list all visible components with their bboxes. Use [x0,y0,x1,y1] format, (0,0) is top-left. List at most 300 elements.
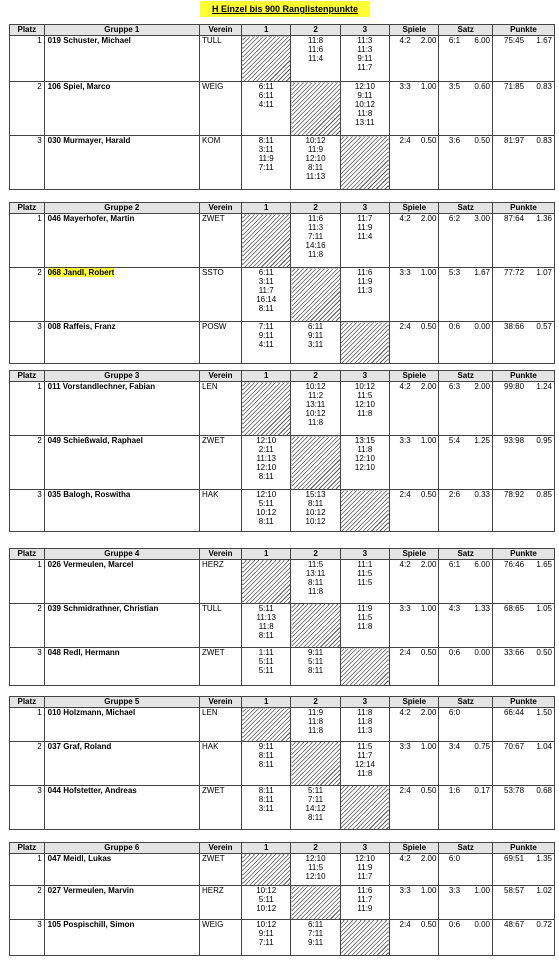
header-match-3: 3 [340,203,389,214]
header-match-2: 2 [291,549,340,560]
match-1-cell [242,136,291,190]
punkte-cell: 87:64 [492,214,526,268]
spiele-quotient-cell: 1.00 [413,886,439,920]
group-title: Gruppe 2 [44,203,199,214]
punkte-quotient-cell: 0.83 [526,136,554,190]
set-score: 11:3 [308,223,324,232]
spiele-cell: 2:4 [390,648,413,686]
satz-quotient-cell: 0.00 [462,648,492,686]
set-score: 9:11 [308,331,324,340]
set-score: 4:11 [258,340,274,349]
player-row [10,604,555,648]
group-table [9,202,555,364]
set-score: 3:11 [308,340,324,349]
match-1-cell [242,742,291,786]
group-title: Gruppe 4 [44,549,199,560]
satz-cell: 5:4 [439,436,462,490]
player-name: 047 Meidl, Lukas [47,854,112,863]
punkte-quotient-cell: 0.72 [526,920,554,956]
set-score: 12:10 [354,454,375,463]
set-score: 12:10 [256,463,277,472]
punkte-cell: 99:80 [492,382,526,436]
set-score: 11:9 [357,277,373,286]
set-score: 9:11 [258,331,274,340]
set-score: 11:5 [308,560,324,569]
set-score: 10:12 [256,904,277,913]
verein-cell: ZWET [200,854,242,886]
header-satz: Satz [439,697,493,708]
spiele-quotient-cell: 2.00 [413,214,439,268]
set-score: 12:10 [354,854,375,863]
match-2-cell [291,854,340,886]
satz-quotient-cell: 0.50 [462,136,492,190]
set-score: 7:11 [258,163,274,172]
punkte-quotient-cell: 1.65 [526,560,554,604]
header-verein: Verein [200,697,242,708]
platz-cell: 1 [10,214,45,268]
match-2-cell [291,648,340,686]
satz-cell: 0:6 [439,920,462,956]
player-name-cell [44,886,199,920]
header-match-1: 1 [242,203,291,214]
header-punkte: Punkte [492,697,554,708]
header-match-3: 3 [340,371,389,382]
set-score: 14:12 [305,804,326,813]
set-score: 3:11 [258,145,274,154]
spiele-cell: 4:2 [390,382,413,436]
set-score: 11:5 [357,569,373,578]
set-score: 8:11 [308,813,324,822]
match-1-cell [242,82,291,136]
punkte-cell: 70:67 [492,742,526,786]
set-score: 11:8 [357,622,373,631]
verein-cell: WEIG [200,920,242,956]
player-row [10,560,555,604]
set-score: 6:11 [308,322,324,331]
set-score: 6:11 [258,91,274,100]
header-platz: Platz [10,697,45,708]
satz-cell: 3:3 [439,886,462,920]
set-score: 12:10 [354,400,375,409]
satz-quotient-cell: 1.67 [462,268,492,322]
header-platz: Platz [10,549,45,560]
spiele-quotient-cell: 0.50 [413,920,439,956]
player-row [10,490,555,532]
set-score: 11:8 [357,109,373,118]
player-name-cell [44,382,199,436]
self-match-hatched-cell [242,560,291,604]
spiele-cell: 2:4 [390,786,413,830]
satz-cell: 6:1 [439,560,462,604]
punkte-quotient-cell: 1.36 [526,214,554,268]
spiele-quotient-cell: 0.50 [413,648,439,686]
set-score: 11:4 [357,232,373,241]
spiele-quotient-cell: 1.00 [413,268,439,322]
verein-cell: ZWET [200,214,242,268]
satz-quotient-cell: 6.00 [462,560,492,604]
set-score: 5:11 [258,657,274,666]
set-score: 11:5 [308,863,324,872]
set-score: 10:12 [354,382,375,391]
set-score: 11:3 [357,286,373,295]
set-score: 6:11 [258,82,274,91]
group-header-row [10,203,555,214]
player-name: 044 Hofstetter, Andreas [47,786,137,795]
set-score: 11:7 [357,63,373,72]
player-name-cell [44,82,199,136]
group-header-row [10,697,555,708]
punkte-cell: 77:72 [492,268,526,322]
spiele-quotient-cell: 0.50 [413,786,439,830]
punkte-cell: 78:92 [492,490,526,532]
player-name: 008 Raffeis, Franz [47,322,116,331]
match-3-cell [340,604,389,648]
punkte-quotient-cell: 1.67 [526,36,554,82]
set-score: 11:8 [308,726,324,735]
player-row [10,436,555,490]
player-name: 106 Spiel, Marco [47,82,111,91]
punkte-quotient-cell: 0.57 [526,322,554,364]
punkte-quotient-cell: 0.50 [526,648,554,686]
header-match-2: 2 [291,697,340,708]
punkte-cell: 93:98 [492,436,526,490]
spiele-quotient-cell: 2.00 [413,854,439,886]
player-row [10,742,555,786]
group-title: Gruppe 6 [44,843,199,854]
set-score: 11:8 [308,250,324,259]
punkte-cell: 71:85 [492,82,526,136]
match-1-cell [242,436,291,490]
satz-cell: 3:4 [439,742,462,786]
player-name-cell [44,854,199,886]
header-platz: Platz [10,203,45,214]
set-score: 11:3 [357,45,373,54]
spiele-cell: 2:4 [390,920,413,956]
set-score: 11:9 [357,904,373,913]
set-score: 3:11 [258,277,274,286]
set-score: 11:8 [308,587,324,596]
spiele-cell: 4:2 [390,854,413,886]
spiele-quotient-cell: 1.00 [413,742,439,786]
set-score: 7:11 [308,795,324,804]
set-score: 11:9 [258,154,274,163]
spiele-quotient-cell: 0.50 [413,322,439,364]
header-satz: Satz [439,25,493,36]
spiele-quotient-cell: 2.00 [413,708,439,742]
set-score: 5:11 [258,499,274,508]
self-match-hatched-cell [242,382,291,436]
player-name: 048 Redl, Hermann [47,648,120,657]
set-score: 8:11 [258,517,274,526]
satz-quotient-cell: 0.17 [462,786,492,830]
verein-cell: SSTO [200,268,242,322]
match-3-cell [340,708,389,742]
player-row [10,854,555,886]
match-2-cell [291,382,340,436]
spiele-cell: 4:2 [390,708,413,742]
set-score: 7:11 [258,938,274,947]
verein-cell: KOM [200,136,242,190]
set-score: 5:11 [258,604,274,613]
satz-quotient-cell: 2.00 [462,382,492,436]
set-score: 10:12 [305,136,326,145]
punkte-cell: 68:65 [492,604,526,648]
set-score: 11:7 [357,872,373,881]
spiele-quotient-cell: 1.00 [413,436,439,490]
player-name: 019 Schuster, Michael [47,36,131,45]
set-score: 8:11 [258,136,274,145]
set-score: 11:8 [308,418,324,427]
set-score: 10:12 [305,409,326,418]
satz-quotient-cell: 0.75 [462,742,492,786]
set-score: 10:12 [256,886,277,895]
set-score: 10:12 [305,382,326,391]
punkte-quotient-cell: 0.85 [526,490,554,532]
self-match-hatched-cell [291,268,340,322]
set-score: 6:11 [308,920,324,929]
set-score: 13:11 [305,569,326,578]
platz-cell: 1 [10,560,45,604]
set-score: 11:6 [357,268,373,277]
header-punkte: Punkte [492,549,554,560]
set-score: 9:11 [357,54,373,63]
header-spiele: Spiele [390,697,439,708]
set-score: 11:7 [258,286,274,295]
spiele-cell: 2:4 [390,136,413,190]
set-score: 11:2 [308,391,324,400]
spiele-cell: 3:3 [390,604,413,648]
player-row [10,322,555,364]
verein-cell: HAK [200,490,242,532]
player-name: 026 Vermeulen, Marcel [47,560,134,569]
self-match-hatched-cell [340,648,389,686]
set-score: 6:11 [258,268,274,277]
header-verein: Verein [200,549,242,560]
set-score: 8:11 [258,751,274,760]
satz-quotient-cell: 6.00 [462,36,492,82]
header-match-3: 3 [340,25,389,36]
match-3-cell [340,36,389,82]
set-score: 11:7 [357,214,373,223]
player-row [10,648,555,686]
platz-cell: 1 [10,708,45,742]
satz-quotient-cell: 0.00 [462,920,492,956]
self-match-hatched-cell [340,786,389,830]
set-score: 8:11 [258,472,274,481]
spiele-cell: 2:4 [390,322,413,364]
match-2-cell [291,560,340,604]
set-score: 12:14 [354,760,375,769]
match-2-cell [291,322,340,364]
player-name-cell [44,490,199,532]
group-header-row [10,843,555,854]
player-row [10,920,555,956]
header-verein: Verein [200,371,242,382]
match-2-cell [291,786,340,830]
match-3-cell [340,854,389,886]
self-match-hatched-cell [291,742,340,786]
satz-cell: 1:6 [439,786,462,830]
satz-cell: 2:6 [439,490,462,532]
punkte-quotient-cell: 1.24 [526,382,554,436]
player-row [10,36,555,82]
player-row [10,82,555,136]
self-match-hatched-cell [291,436,340,490]
set-score: 8:11 [258,760,274,769]
set-score: 8:11 [258,304,274,313]
player-row [10,886,555,920]
satz-cell: 6:2 [439,214,462,268]
punkte-quotient-cell: 1.05 [526,604,554,648]
verein-cell: TULL [200,604,242,648]
satz-quotient-cell [462,854,492,886]
punkte-cell: 38:66 [492,322,526,364]
set-score: 11:8 [357,445,373,454]
set-score: 12:10 [354,82,375,91]
set-score: 15:13 [305,490,326,499]
match-2-cell [291,136,340,190]
player-name: 105 Pospischill, Simon [47,920,135,929]
set-score: 11:5 [357,742,373,751]
satz-quotient-cell: 0.00 [462,322,492,364]
header-satz: Satz [439,203,493,214]
match-3-cell [340,382,389,436]
header-verein: Verein [200,843,242,854]
satz-cell: 5:3 [439,268,462,322]
self-match-hatched-cell [242,854,291,886]
player-row [10,214,555,268]
satz-quotient-cell: 1.33 [462,604,492,648]
set-score: 11:8 [357,769,373,778]
satz-cell: 4:3 [439,604,462,648]
player-name-cell [44,214,199,268]
set-score: 10:12 [256,508,277,517]
satz-cell: 3:5 [439,82,462,136]
platz-cell: 3 [10,322,45,364]
set-score: 2:11 [258,445,274,454]
match-1-cell [242,648,291,686]
self-match-hatched-cell [340,136,389,190]
verein-cell: ZWET [200,648,242,686]
spiele-quotient-cell: 1.00 [413,82,439,136]
spiele-cell: 3:3 [390,886,413,920]
spiele-quotient-cell: 2.00 [413,382,439,436]
punkte-cell: 75:45 [492,36,526,82]
player-name-cell [44,604,199,648]
punkte-cell: 33:66 [492,648,526,686]
header-spiele: Spiele [390,843,439,854]
set-score: 7:11 [308,232,324,241]
set-score: 9:11 [357,91,373,100]
punkte-quotient-cell: 0.95 [526,436,554,490]
set-score: 11:7 [357,751,373,760]
group-table [9,842,555,956]
satz-cell: 6:0 [439,708,462,742]
punkte-cell: 53:78 [492,786,526,830]
set-score: 12:10 [305,854,326,863]
match-1-cell [242,490,291,532]
set-score: 13:11 [305,400,326,409]
spiele-quotient-cell: 1.00 [413,604,439,648]
set-score: 11:6 [357,886,373,895]
verein-cell: WEIG [200,82,242,136]
satz-cell: 6:3 [439,382,462,436]
set-score: 11:9 [308,708,324,717]
punkte-cell: 81:97 [492,136,526,190]
header-match-2: 2 [291,203,340,214]
player-row [10,382,555,436]
verein-cell: LEN [200,708,242,742]
player-name-cell [44,322,199,364]
punkte-quotient-cell: 1.02 [526,886,554,920]
spiele-cell: 4:2 [390,560,413,604]
match-2-cell [291,214,340,268]
platz-cell: 3 [10,648,45,686]
header-spiele: Spiele [390,371,439,382]
player-name: 035 Balogh, Roswitha [47,490,131,499]
satz-quotient-cell: 3.00 [462,214,492,268]
set-score: 8:11 [258,786,274,795]
player-name-cell [44,560,199,604]
set-score: 14:16 [305,241,326,250]
match-2-cell [291,920,340,956]
set-score: 11:1 [357,560,373,569]
header-match-2: 2 [291,371,340,382]
match-1-cell [242,604,291,648]
set-score: 16:14 [256,295,277,304]
set-score: 11:8 [308,717,324,726]
punkte-quotient-cell: 0.83 [526,82,554,136]
verein-cell: HAK [200,742,242,786]
set-score: 5:11 [308,657,324,666]
punkte-cell: 58:57 [492,886,526,920]
set-score: 11:8 [357,409,373,418]
player-name: 037 Graf, Roland [47,742,112,751]
match-3-cell [340,742,389,786]
header-match-1: 1 [242,371,291,382]
set-score: 12:10 [256,490,277,499]
set-score: 12:10 [354,463,375,472]
header-match-3: 3 [340,843,389,854]
group-title: Gruppe 3 [44,371,199,382]
set-score: 11:7 [357,895,373,904]
set-score: 8:11 [258,795,274,804]
header-verein: Verein [200,203,242,214]
header-match-1: 1 [242,25,291,36]
satz-quotient-cell: 1.25 [462,436,492,490]
match-3-cell [340,268,389,322]
set-score: 11:8 [258,622,274,631]
match-3-cell [340,82,389,136]
punkte-quotient-cell: 1.07 [526,268,554,322]
player-name: 030 Murmayer, Harald [47,136,131,145]
set-score: 11:6 [308,214,324,223]
verein-cell: TULL [200,36,242,82]
satz-quotient-cell: 0.60 [462,82,492,136]
set-score: 10:12 [354,100,375,109]
set-score: 11:9 [357,223,373,232]
header-match-1: 1 [242,697,291,708]
satz-quotient-cell [462,708,492,742]
group-header-row [10,25,555,36]
header-punkte: Punkte [492,371,554,382]
punkte-cell: 76:46 [492,560,526,604]
set-score: 5:11 [258,895,274,904]
platz-cell: 1 [10,382,45,436]
set-score: 11:5 [357,391,373,400]
player-name-cell [44,268,199,322]
spiele-quotient-cell: 2.00 [413,560,439,604]
